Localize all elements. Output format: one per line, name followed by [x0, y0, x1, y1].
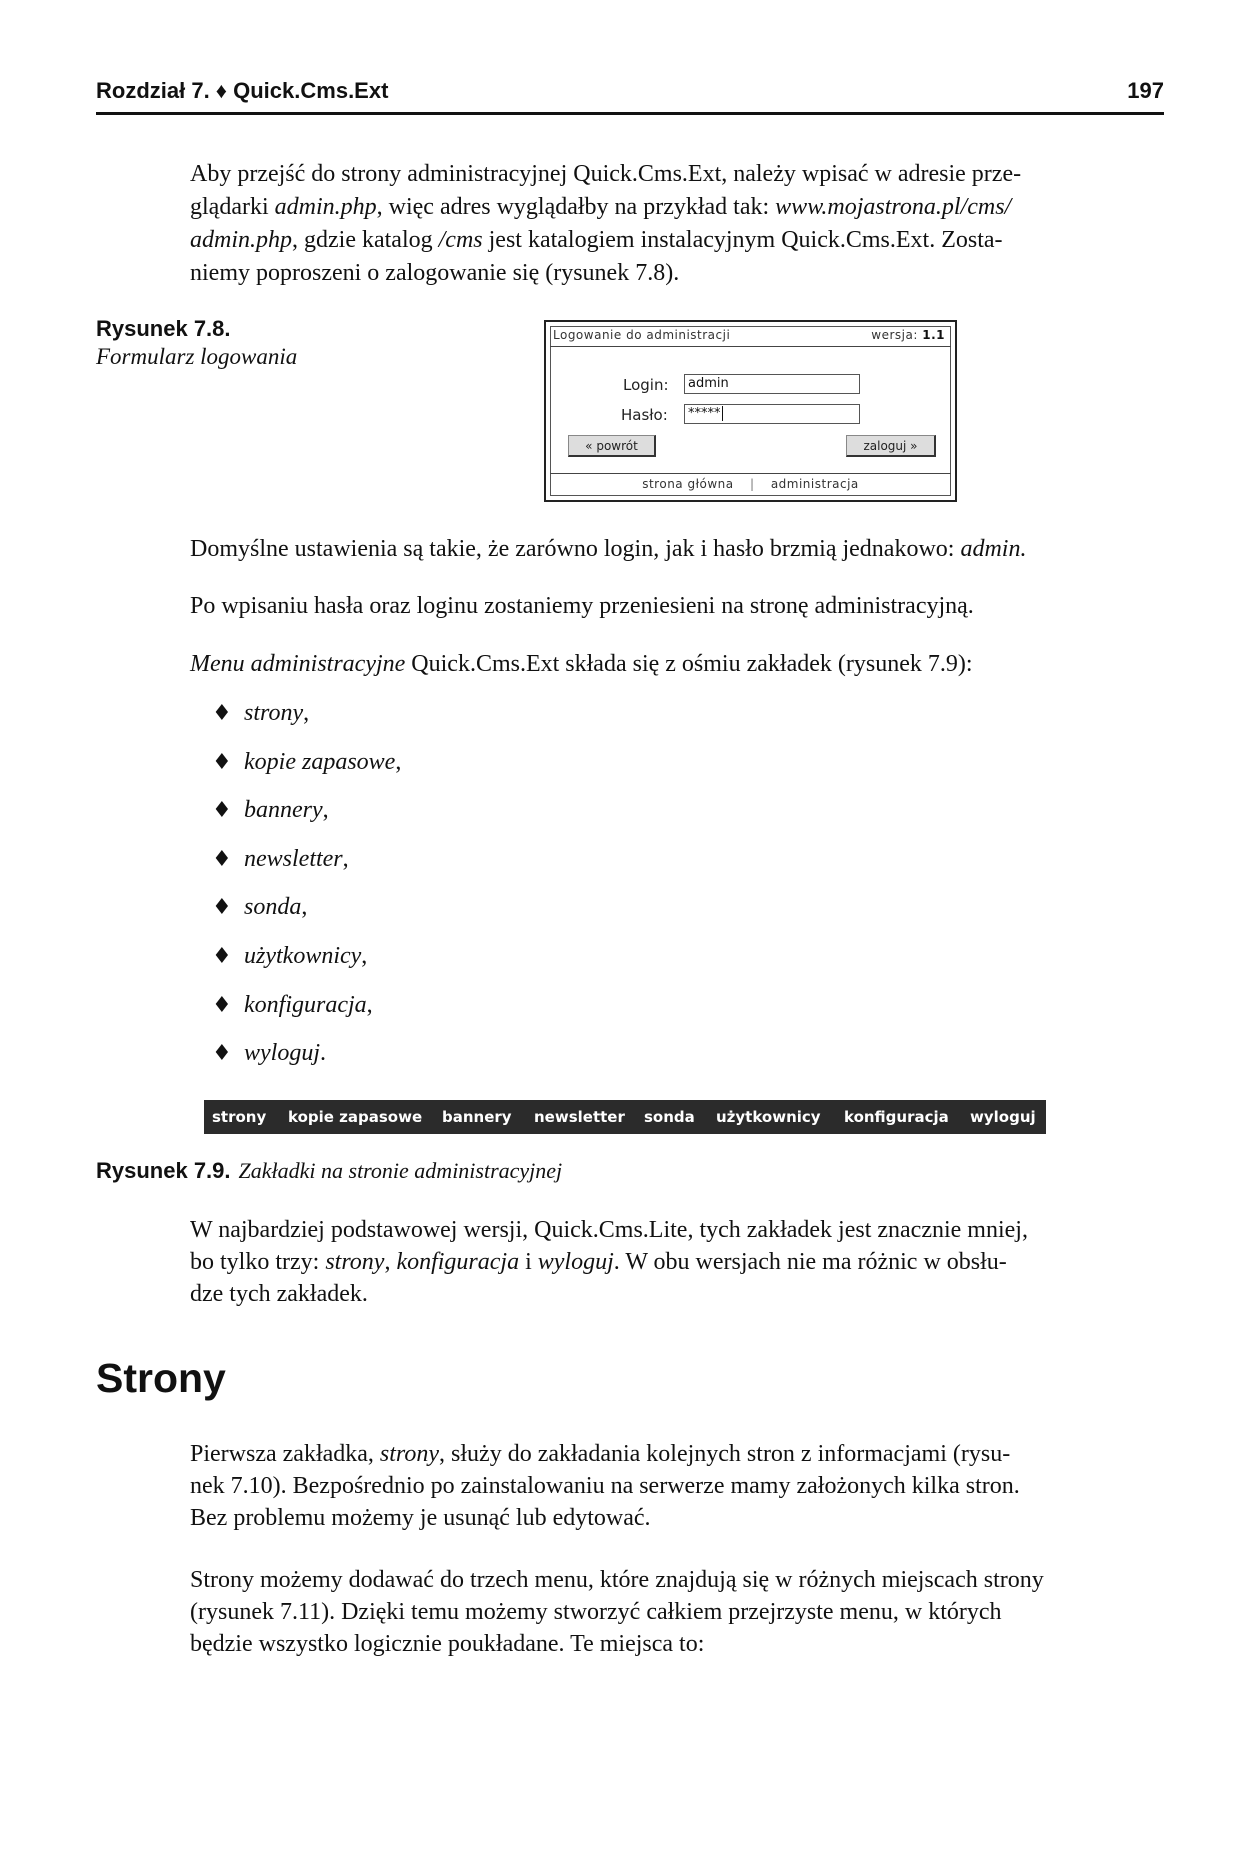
figure-label: Rysunek 7.9. — [96, 1158, 231, 1183]
tab-newsletter[interactable]: newsletter — [534, 1108, 625, 1126]
list-item-punct: , — [366, 991, 373, 1018]
tab-uzytkownicy[interactable]: użytkownicy — [716, 1108, 821, 1126]
figure-7-8-caption — [96, 316, 297, 370]
italic-run: www.mojastrona.pl/cms/ — [775, 194, 1012, 220]
login-form-footer — [550, 473, 951, 496]
defaults-paragraph — [190, 533, 1160, 566]
strony-paragraph — [190, 1438, 1160, 1534]
text-run: , więc adres wyglądałby na przykład tak: — [376, 194, 776, 220]
after-login-paragraph: Po wpisaniu hasła oraz loginu zostaniemy przeniesieni na stronę administracyjną. — [190, 593, 974, 619]
password-label: Hasło: — [621, 406, 668, 424]
login-input[interactable]: admin — [684, 374, 860, 394]
diamond-bullet-icon: ♦ — [212, 798, 232, 824]
login-form-figure — [544, 320, 957, 502]
list-item-punct: , — [303, 700, 310, 726]
text-line: Aby przejść do strony administracyjnej Quick.Cms.Ext, należy wpisać w adresie prze- — [190, 161, 1022, 187]
tab-konfiguracja[interactable]: konfiguracja — [844, 1108, 949, 1126]
diamond-bullet-icon: ♦ — [212, 943, 232, 969]
text-run: , — [384, 1249, 397, 1275]
text-line: Bez problemu możemy je usunąć lub edytować. — [190, 1505, 651, 1531]
list-item — [212, 892, 812, 941]
text-run: Domyślne ustawienia są takie, że zarówno login, jak i hasło brzmią jednakowo: — [190, 536, 961, 562]
italic-run: admin.php — [190, 227, 292, 253]
diamond-bullet-icon: ♦ — [212, 749, 232, 775]
list-item — [212, 747, 812, 796]
version-info — [871, 328, 945, 342]
list-item — [212, 698, 812, 747]
figure-label: Rysunek 7.8. — [96, 316, 231, 341]
text-line: dze tych zakładek. — [190, 1281, 368, 1307]
list-item-text: strony — [244, 700, 304, 726]
footer-link-admin[interactable]: administracja — [770, 477, 859, 491]
password-mask: ***** — [688, 406, 721, 421]
login-label: Login: — [623, 376, 669, 394]
footer-link-home[interactable]: strona główna — [642, 477, 734, 491]
list-item-text: użytkownicy — [244, 942, 362, 969]
list-item — [212, 1038, 812, 1087]
text-cursor — [722, 406, 723, 421]
menus-paragraph — [190, 1564, 1160, 1660]
list-item-text: konfiguracja — [244, 991, 367, 1018]
list-item-text: wyloguj — [244, 1040, 320, 1067]
italic-run: strony — [379, 1441, 440, 1467]
diamond-bullet-icon: ♦ — [212, 846, 232, 872]
chapter-title: Rozdział 7. ♦ Quick.Cms.Ext — [96, 78, 389, 103]
text-run: Pierwsza zakładka, — [190, 1441, 380, 1467]
text-line: nek 7.10). Bezpośrednio po zainstalowaniu na serwerze mamy założonych kilka stron. — [190, 1473, 1020, 1499]
tab-kopie-zapasowe[interactable]: kopie zapasowe — [288, 1108, 423, 1126]
italic-run: admin.php — [274, 194, 377, 220]
italic-run: wyloguj — [537, 1249, 614, 1275]
list-item-text: newsletter — [244, 845, 343, 872]
footer-separator: | — [749, 477, 755, 491]
text-line: (rysunek 7.11). Dzięki temu możemy stworzyć całkiem przejrzyste menu, w których — [190, 1599, 1002, 1625]
admin-tabs-bar — [204, 1100, 1046, 1134]
figure-caption: Zakładki na stronie administracyjnej — [238, 1158, 563, 1183]
text-run: Quick.Cms.Ext składa się z ośmiu zakładek (rysunek 7.9): — [405, 651, 973, 677]
text-line: Strony możemy dodawać do trzech menu, które znajdują się w różnych miejscach strony — [190, 1567, 1044, 1593]
diamond-bullet-icon: ♦ — [212, 701, 232, 726]
tab-sonda[interactable]: sonda — [644, 1108, 695, 1126]
list-item-punct: , — [361, 942, 368, 969]
list-item-punct: , — [301, 894, 308, 921]
text-line — [190, 224, 1160, 257]
text-line — [190, 1246, 1160, 1278]
login-button[interactable]: zaloguj » — [846, 435, 936, 457]
text-run: . W obu wersjach nie ma różnic w obsłu- — [613, 1249, 1007, 1275]
list-item-punct: , — [342, 845, 349, 872]
list-item — [212, 844, 812, 893]
tab-wyloguj[interactable]: wyloguj — [970, 1108, 1036, 1126]
list-item-text: bannery — [244, 797, 323, 824]
login-form-title: Logowanie do administracji — [553, 328, 731, 342]
list-item — [212, 990, 812, 1039]
back-button[interactable]: « powrót — [568, 435, 656, 457]
version-label: wersja: — [871, 328, 918, 342]
diamond-bullet-icon: ♦ — [212, 895, 232, 921]
text-line: będzie wszystko logicznie poukładane. Te miejsca to: — [190, 1631, 705, 1657]
text-line — [190, 191, 1160, 224]
italic-run: /cms — [438, 227, 483, 253]
intro-paragraph — [190, 158, 1160, 290]
section-heading: Strony — [96, 1355, 226, 1401]
list-item-punct: , — [322, 797, 329, 824]
page-number: 197 — [1127, 78, 1164, 103]
list-item-text: kopie zapasowe — [244, 748, 396, 775]
list-item-punct: , — [395, 748, 402, 775]
list-item — [212, 795, 812, 844]
text-run: , gdzie katalog — [292, 227, 439, 253]
text-line — [190, 1438, 1160, 1470]
login-form-title-bar — [550, 326, 951, 347]
menu-paragraph — [190, 648, 1160, 681]
italic-run: admin. — [960, 536, 1027, 562]
text-run: bo tylko trzy: — [190, 1249, 326, 1275]
password-input[interactable] — [684, 404, 860, 424]
tab-strony[interactable]: strony — [212, 1108, 267, 1126]
italic-run: strony — [325, 1249, 385, 1275]
list-item — [212, 941, 812, 990]
italic-run: Menu administracyjne — [190, 651, 406, 677]
version-value: 1.1 — [922, 328, 945, 342]
tabs-bullet-list — [212, 698, 812, 1087]
text-run: , służy do zakładania kolejnych stron z informacjami (rysu- — [439, 1441, 1011, 1467]
text-run: jest katalogiem instalacyjnym Quick.Cms.Ext. Zosta- — [482, 227, 1003, 253]
text-run: i — [519, 1249, 538, 1275]
text-line: W najbardziej podstawowej wersji, Quick.Cms.Lite, tych zakładek jest znacznie mniej, — [190, 1217, 1028, 1243]
figure-7-9-caption — [96, 1158, 562, 1184]
lite-paragraph — [190, 1214, 1160, 1310]
italic-run: konfiguracja — [396, 1249, 520, 1275]
text-run: glądarki — [190, 194, 275, 220]
list-item-text: sonda — [244, 894, 302, 921]
diamond-bullet-icon: ♦ — [212, 1041, 232, 1067]
figure-caption: Formularz logowania — [96, 344, 298, 369]
running-header — [96, 78, 1164, 115]
list-item-punct: . — [320, 1040, 326, 1067]
diamond-bullet-icon: ♦ — [212, 992, 232, 1018]
tab-bannery[interactable]: bannery — [442, 1108, 512, 1126]
text-line: niemy poproszeni o zalogowanie się (rysunek 7.8). — [190, 260, 680, 286]
